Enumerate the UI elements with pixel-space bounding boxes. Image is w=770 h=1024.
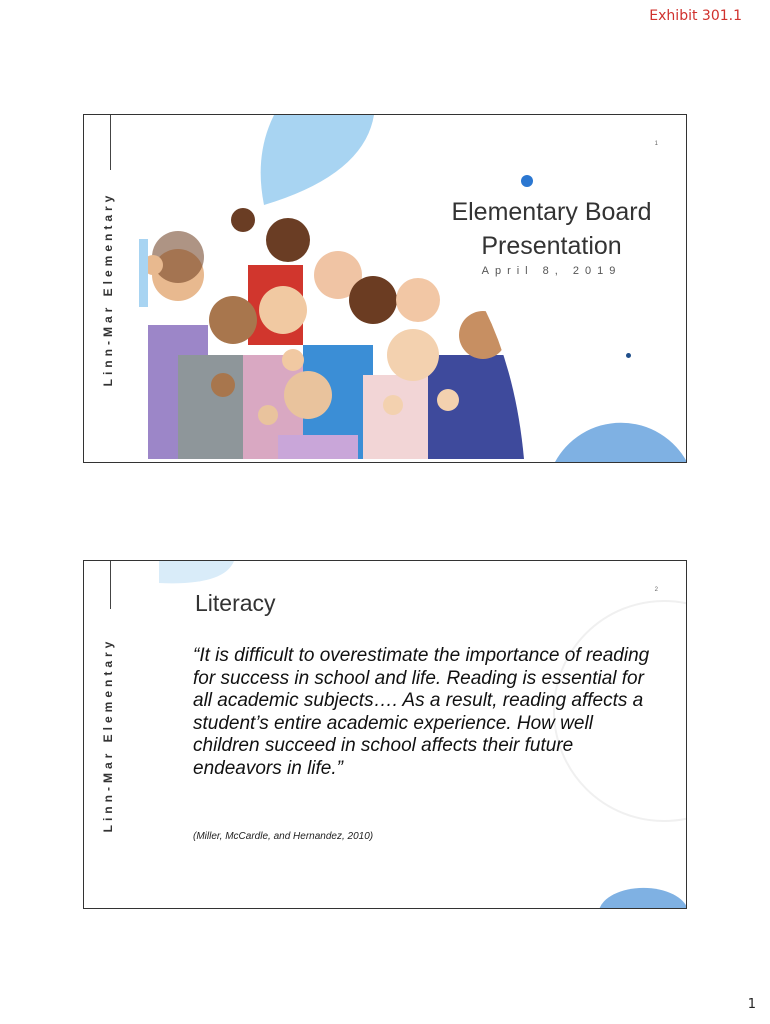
page-number: 1 xyxy=(747,997,756,1012)
decor-semicircle xyxy=(599,888,687,909)
presentation-title: Elementary Board Presentation xyxy=(451,198,652,260)
side-rule xyxy=(110,561,111,609)
decor-dot-small xyxy=(626,353,631,358)
decor-semicircle xyxy=(554,423,687,463)
literacy-quote: “It is difficult to overestimate the importance of reading for success in school and life. Reading is essential for all academic subjects…. As a result, reading affects a student’s entire academic experience. How well children succeed in school affects their future endeavors in life.” xyxy=(193,645,650,779)
presentation-date: April 8, 2019 xyxy=(481,265,622,277)
slide-2 xyxy=(83,560,687,909)
exhibit-label: Exhibit 301.1 xyxy=(649,8,742,24)
slide-number: 1 xyxy=(654,141,658,147)
side-rule xyxy=(110,115,111,170)
decor-arc-top xyxy=(261,115,374,205)
side-label: Linn-Mar Elementary xyxy=(101,637,115,832)
quote-citation: (Miller, McCardle, and Hernandez, 2010) xyxy=(193,831,374,842)
slide-1 xyxy=(83,114,687,463)
slide-title: Literacy xyxy=(195,590,276,616)
decor-arc-top xyxy=(159,561,234,583)
decor-dot xyxy=(521,175,533,187)
side-label: Linn-Mar Elementary xyxy=(101,191,115,386)
slide-number: 2 xyxy=(654,587,658,593)
